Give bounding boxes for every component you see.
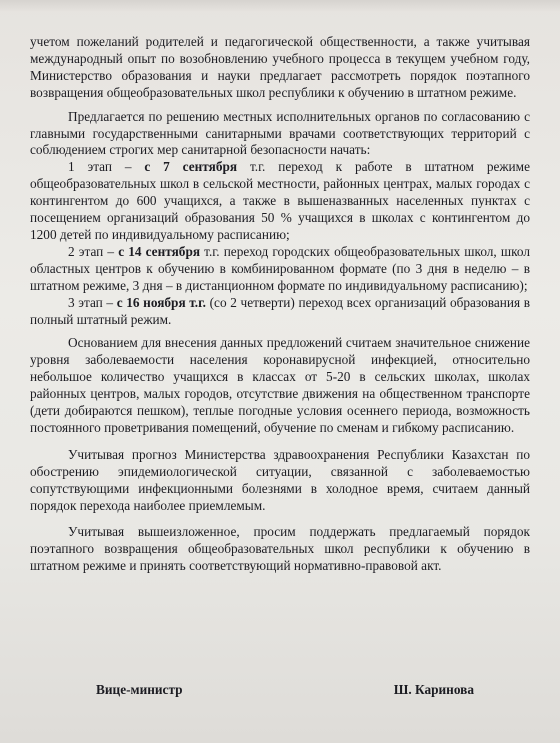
stage-2-date: с 14 сентября <box>118 243 201 259</box>
paragraph-intro: учетом пожеланий родителей и педагогической общественности, а также учитывая международный опыт по возобновлению учебного процесса в текущем учебном году, Министерство образования и науки предлагает рассмотреть порядок поэтапного возвращения общеобразовательных школ республики к обучению в штатном режиме. <box>30 34 530 100</box>
stage-2-prefix: 2 этап – <box>68 243 119 259</box>
paragraph-request: Учитывая вышеизложенное, просим поддержать предлагаемый порядок поэтапного возвращения общеобразовательных школ республики к обучению в штатном режиме и принять соответствующий нормативно-правовой акт. <box>30 524 530 574</box>
paragraph-basis: Основанием для внесения данных предложений считаем значительное снижение уровня заболеваемости населения коронавирусной инфекцией, относительно небольшое количество учащихся в классах от 5-20 в сельских школах, школах районных центров, малых городов, отсутствие движения на общественном транспорте (дети добираются пешком), теплые погодные условия осеннего периода, возможность постоянного проветривания помещений, обучение по сменам и гибкому расписанию. <box>30 335 530 435</box>
stage-2-text: т.г. переход городских общеобразовательных школ, школ областных центров к обучению в комбинированном формате (по 3 дня в неделю – в штатном режиме, 3 дня – в дистанционном формате по индивидуальному расписанию); <box>30 243 531 293</box>
signature-position: Вице-министр <box>96 682 183 697</box>
stage-1-item <box>30 159 530 244</box>
stage-1-date: с 7 сентября <box>144 159 238 175</box>
paragraph-forecast: Учитывая прогноз Министерства здравоохранения Республики Казахстан по обострению эпидемиологической ситуации, связанной с заболеваемостью сопутствующими инфекционными болезнями в холодное время, считаем данный порядок перехода наиболее приемлемым. <box>30 446 530 513</box>
stage-1-text: т.г. переход к работе в штатном режиме общеобразовательных школ в сельской местности, районных центрах, малых городах с контингентом до 600 учащихся, а также в вышеназванных населенных пунктах с посещением организаций образования 50 % учащихся в школах с контингентом до 1200 детей по индивидуальному расписанию; <box>30 159 530 242</box>
stage-1-prefix: 1 этап – <box>68 159 145 175</box>
stage-2-item <box>30 244 530 295</box>
stage-3-text: (со 2 четверти) переход всех организаций образования в полный штатный режим. <box>30 294 530 327</box>
signature-block <box>96 682 474 698</box>
stage-3-date: с 16 ноября т.г. <box>116 294 206 310</box>
stage-3-item <box>30 295 530 329</box>
paragraph-proposal: Предлагается по решению местных исполнительных органов по согласованию с главными государственными санитарными врачами соответствующих территорий с соблюдением строгих мер санитарной безопасности начать: <box>30 108 530 158</box>
signature-name: Ш. Каринова <box>393 682 474 697</box>
stage-3-prefix: 3 этап – <box>68 294 117 310</box>
